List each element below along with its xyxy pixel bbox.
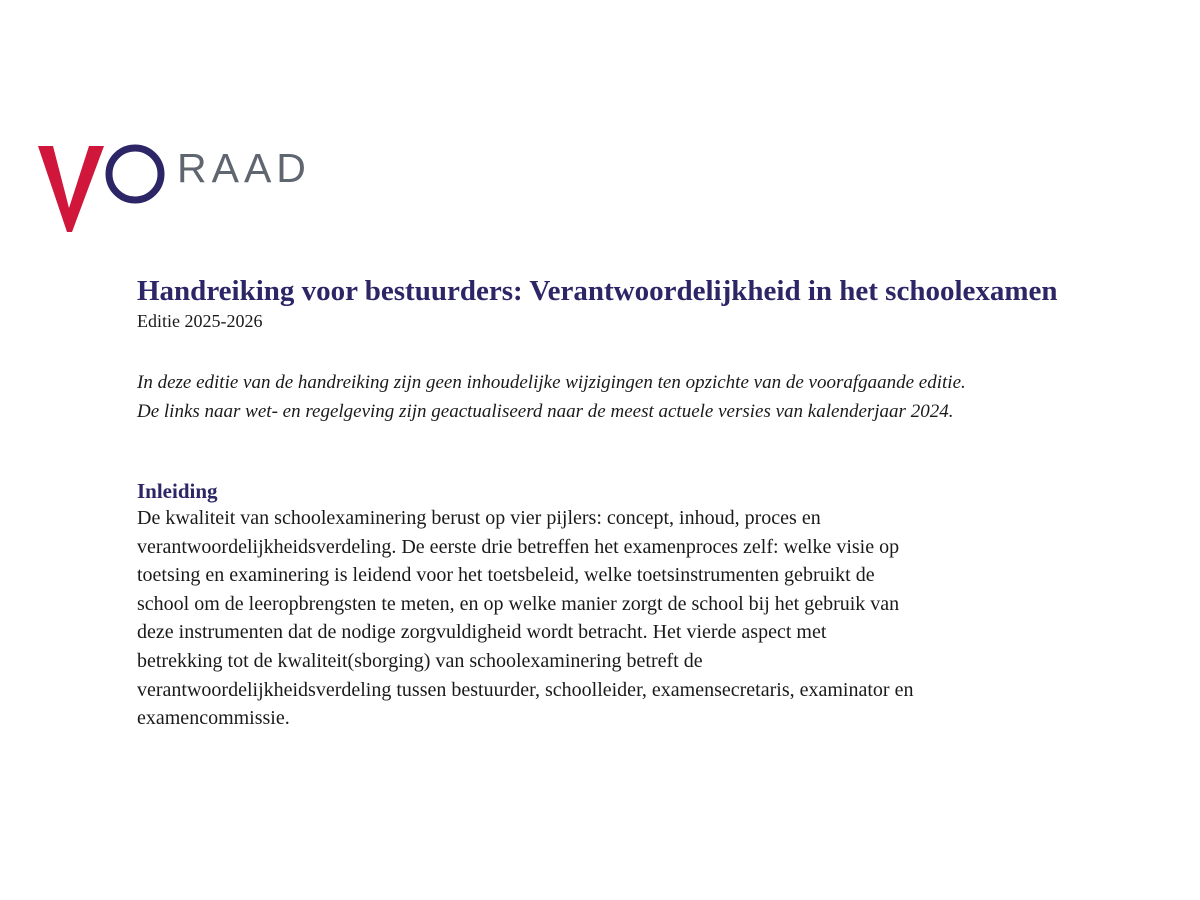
vo-raad-logo bbox=[36, 136, 326, 240]
edition-note-line: In deze editie van de handreiking zijn geen inhoudelijke wijzigingen ten opzichte van de voorafgaande editie. bbox=[137, 372, 966, 393]
body-line: De kwaliteit van schoolexaminering berust op vier pijlers: concept, inhoud, proces en bbox=[137, 507, 821, 529]
logo-v-mark bbox=[38, 146, 104, 232]
body-line: toetsing en examinering is leidend voor het toetsbeleid, welke toetsinstrumenten gebruikt de bbox=[137, 564, 875, 587]
body-line: deze instrumenten dat de nodige zorgvuldigheid wordt betracht. Het vierde aspect met bbox=[137, 621, 827, 644]
body-line: school om de leeropbrengsten te meten, en op welke manier zorgt de school bij het gebruik van bbox=[137, 592, 900, 615]
edition-label: Editie 2025-2026 bbox=[137, 311, 263, 331]
body-line: betrekking tot de kwaliteit(sborging) van schoolexaminering betreft de bbox=[137, 649, 703, 672]
vo-raad-logo-graphic bbox=[36, 136, 326, 240]
section-body-inleiding bbox=[137, 504, 1097, 733]
document-content bbox=[137, 272, 1097, 733]
document-title: Handreiking voor bestuurders: Verantwoordelijkheid in het schoolexamen bbox=[137, 275, 1058, 307]
edition-note bbox=[137, 368, 1097, 426]
body-line: examencommissie. bbox=[137, 707, 290, 730]
body-line: verantwoordelijkheidsverdeling. De eerste drie betreffen het examenproces zelf: welke visie op bbox=[137, 535, 900, 558]
logo-raad-text: RAAD bbox=[177, 145, 311, 191]
edition-note-line: De links naar wet- en regelgeving zijn geactualiseerd naar de meest actuele versies van kalenderjaar 2024. bbox=[137, 401, 954, 422]
body-line: verantwoordelijkheidsverdeling tussen bestuurder, schoolleider, examensecretaris, examinator en bbox=[137, 678, 914, 701]
section-heading-inleiding: Inleiding bbox=[137, 479, 218, 503]
logo-o-mark bbox=[109, 148, 161, 200]
